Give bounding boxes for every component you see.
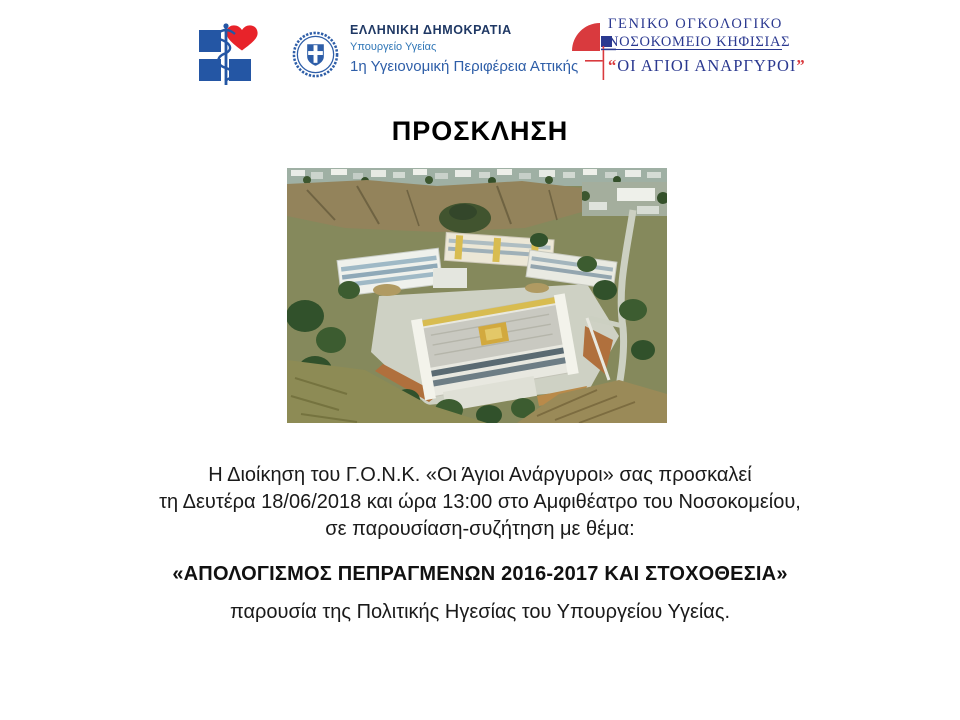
open-quote: “: [608, 56, 618, 75]
event-subject: «ΑΠΟΛΟΓΙΣΜΟΣ ΠΕΠΡΑΓΜΕΝΩΝ 2016-2017 ΚΑΙ ΣΤΟΧΟΘΕΣΙΑ»: [172, 563, 788, 585]
ministry-name: ΕΛΛΗΝΙΚΗ ΔΗΜΟΚΡΑΤΙΑ: [350, 23, 512, 37]
greek-republic-seal-icon: [291, 30, 340, 79]
invitation-line3: σε παρουσίαση-συζήτηση με θέμα:: [325, 518, 635, 540]
ministry-logo-text: [350, 24, 578, 74]
closing-line: παρουσία της Πολιτικής Ηγεσίας του Υπουργείου Υγείας.: [229, 601, 731, 623]
hospital-subtitle: [608, 58, 806, 75]
hospital-name-line1: ΓΕΝΙΚΟ ΟΓΚΟΛΟΓΙΚΟ: [608, 16, 783, 32]
caduceus-heart-cross-icon: [196, 21, 276, 91]
invitation-line2: τη Δευτέρα 18/06/2018 και ώρα 13:00 στο Αμφιθέατρο του Νοσοκομείου,: [159, 491, 801, 513]
close-quote: ”: [796, 56, 806, 75]
hospital-subtitle-text: ΟΙ ΑΓΙΟΙ ΑΝΑΡΓΥΡΟΙ: [617, 56, 797, 75]
invitation-line1: Η Διοίκηση του Γ.Ο.Ν.Κ. «Οι Άγιοι Ανάργυροι» σας προσκαλεί: [208, 464, 752, 486]
hospital-name-line2: ΝΟΣΟΚΟΜΕΙΟ ΚΗΦΙΣΙΑΣ: [608, 33, 791, 50]
invitation-paragraph: [0, 462, 960, 543]
page-title: ΠΡΟΣΚΛΗΣΗ: [391, 116, 569, 146]
hospital-aerial-photo: [287, 168, 667, 423]
hospital-logo-text: [608, 17, 806, 75]
health-district-name: 1η Υγειονομική Περιφέρεια Αττικής: [350, 57, 579, 75]
ministry-department: Υπουργείο Υγείας: [350, 40, 437, 53]
